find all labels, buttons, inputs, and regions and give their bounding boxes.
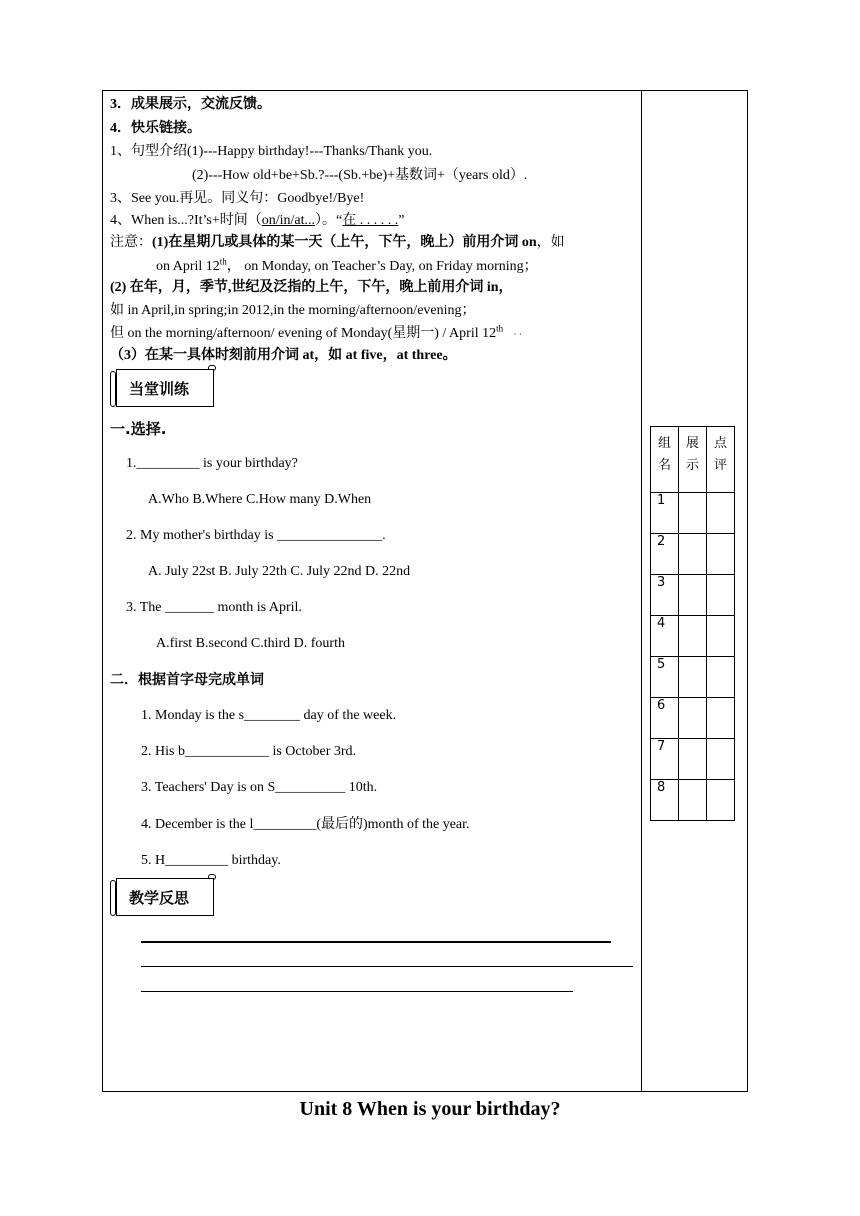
comment-cell[interactable] <box>707 739 735 780</box>
header-comment-label: 点 评 <box>713 436 727 473</box>
display-cell[interactable] <box>679 698 707 739</box>
group-number: 7 <box>651 739 679 780</box>
table-row <box>651 698 735 739</box>
item-3: 3．成果展示，交流反馈。 <box>110 97 271 112</box>
group-number: 6 <box>651 698 679 739</box>
display-cell[interactable] <box>679 616 707 657</box>
header-display <box>679 427 707 493</box>
note-1-example-sup: th <box>219 256 227 267</box>
comment-cell[interactable] <box>707 698 735 739</box>
exercise-1-q2-options: A. July 22st B. July 22th C. July 22nd D. 22nd <box>148 564 411 579</box>
display-cell[interactable] <box>679 780 707 821</box>
reflection-line-2[interactable] <box>141 966 633 967</box>
group-number: 4 <box>651 616 679 657</box>
exercise-2-q3: 3. Teachers' Day is on S__________ 10th. <box>141 780 378 795</box>
score-table-header <box>651 427 735 493</box>
exercise-2-q1: 1. Monday is the s________ day of the week. <box>141 708 397 723</box>
note-2-examples: 如 in April,in spring;in 2012,in the morning/afternoon/evening； <box>110 303 476 318</box>
group-number: 8 <box>651 780 679 821</box>
exercise-2-q2: 2. His b____________ is October 3rd. <box>141 744 357 759</box>
header-group-label: 组 名 <box>657 436 671 473</box>
exercise-1-q1-options: A.Who B.Where C.How many D.When <box>148 492 372 507</box>
exercise-1-q2: 2. My mother's birthday is _______________. <box>126 528 386 543</box>
reflection-tag <box>110 878 214 916</box>
comment-cell[interactable] <box>707 780 735 821</box>
pattern-4 <box>110 212 404 230</box>
comment-cell[interactable] <box>707 575 735 616</box>
table-row <box>651 575 735 616</box>
exercise-1-q1: 1._________ is your birthday? <box>126 456 298 471</box>
note-2-exception-marks: · · <box>513 329 522 339</box>
group-number: 3 <box>651 575 679 616</box>
practice-tag <box>110 369 214 407</box>
display-cell[interactable] <box>679 534 707 575</box>
group-score-table <box>650 426 735 821</box>
comment-cell[interactable] <box>707 616 735 657</box>
note-1-example-b: ， on Monday, on Teacher’s Day, on Friday morning； <box>226 259 538 274</box>
exercise-1-q3: 3. The _______ month is April. <box>126 600 302 615</box>
header-group <box>651 427 679 493</box>
column-divider <box>641 90 642 1092</box>
note-1 <box>110 234 565 252</box>
comment-cell[interactable] <box>707 493 735 534</box>
table-row <box>651 657 735 698</box>
group-number: 1 <box>651 493 679 534</box>
note-2-exception-text: 但 on the morning/afternoon/ evening of Monday(星期一) / April 12 <box>110 326 497 341</box>
display-cell[interactable] <box>679 493 707 534</box>
comment-cell[interactable] <box>707 534 735 575</box>
note-2-exception <box>110 325 522 343</box>
note-1-rule: (1)在星期几或具体的某一天（上午，下午，晚上）前用介词 on <box>152 235 537 250</box>
comment-cell[interactable] <box>707 657 735 698</box>
table-row <box>651 493 735 534</box>
note-2: (2) 在年，月，季节,世纪及泛指的上午，下午，晚上前用介词 in， <box>110 280 513 295</box>
page-title: Unit 8 When is your birthday? <box>299 1098 561 1120</box>
pattern-3: 3、See you.再见。同义句：Goodbye!/Bye! <box>110 191 365 206</box>
pattern-4-prep: on/in/at... <box>261 213 316 228</box>
item-4: 4．快乐链接。 <box>110 121 201 136</box>
pattern-4-pre: 4、When is...?It’s+时间（ <box>110 213 262 228</box>
note-1-tail: ，如 <box>536 235 565 250</box>
pattern-1: 1、句型介绍(1)---Happy birthday!---Thanks/Thank you. <box>110 144 433 159</box>
exercise-2-q4: 4. December is the l_________(最后的)month of the year. <box>141 817 470 832</box>
table-row <box>651 739 735 780</box>
note-1-examples <box>156 258 538 276</box>
table-row <box>651 534 735 575</box>
group-number: 5 <box>651 657 679 698</box>
display-cell[interactable] <box>679 575 707 616</box>
header-comment <box>707 427 735 493</box>
note-2-exception-sup: th <box>496 323 504 334</box>
reflection-line-1[interactable] <box>141 941 611 943</box>
table-row <box>651 780 735 821</box>
table-row <box>651 616 735 657</box>
pattern-4-zai: 在 . . . . . . <box>342 213 399 228</box>
exercise-2-q5: 5. H_________ birthday. <box>141 853 281 868</box>
exercise-2-title: 二．根据首字母完成单词 <box>110 672 264 688</box>
note-3: （3）在某一具体时刻前用介词 at，如 at five，at three。 <box>110 348 457 363</box>
pattern-4-mid: ）。“ <box>315 213 343 228</box>
reflection-line-3[interactable] <box>141 991 573 992</box>
pattern-2: (2)---How old+be+Sb.?---(Sb.+be)+基数词+（years old）. <box>192 168 528 183</box>
display-cell[interactable] <box>679 739 707 780</box>
note-1-label: 注意： <box>110 235 152 250</box>
reflection-tag-label: 教学反思 <box>116 878 214 916</box>
exercise-1-title: 一.选择. <box>110 420 167 438</box>
group-number: 2 <box>651 534 679 575</box>
practice-tag-label: 当堂训练 <box>116 369 214 407</box>
header-display-label: 展 示 <box>685 436 699 473</box>
exercise-1-q3-options: A.first B.second C.third D. fourth <box>156 636 345 651</box>
display-cell[interactable] <box>679 657 707 698</box>
pattern-4-end: ” <box>398 213 405 228</box>
note-1-example-a: on April 12 <box>156 259 220 274</box>
